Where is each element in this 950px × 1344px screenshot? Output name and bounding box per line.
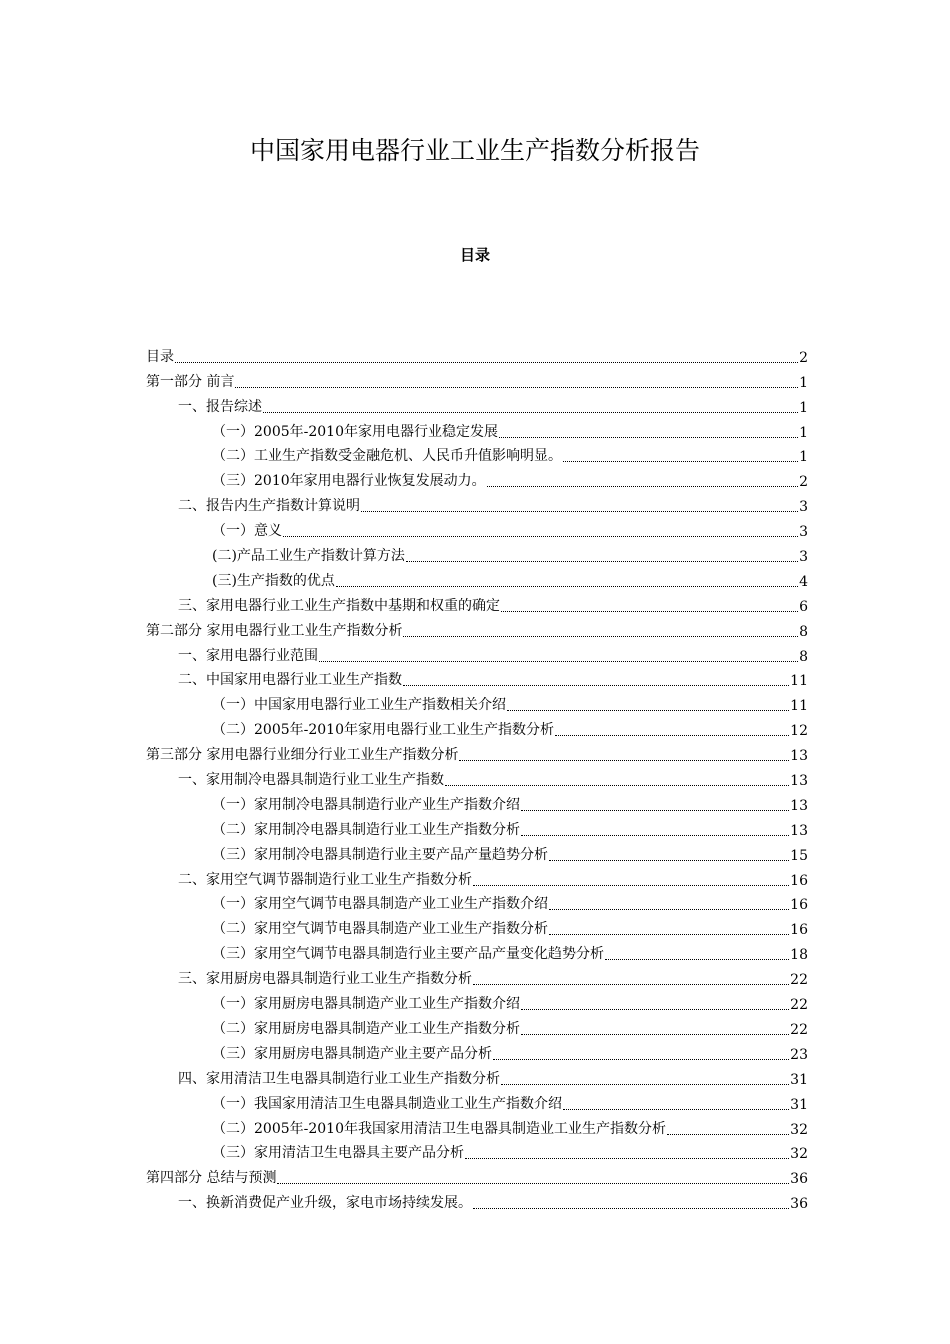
toc-dot-leader [521,835,789,836]
toc-entry[interactable] [146,1041,808,1066]
toc-entry-label: （三）家用空气调节电器具制造行业主要产品产量变化趋势分析 [212,946,604,963]
toc-entry-label: 目录 [146,348,174,365]
toc-entry[interactable] [146,369,808,394]
toc-dot-leader [507,710,789,711]
toc-entry-label: （三）家用制冷电器具制造行业主要产品产量趋势分析 [212,846,548,863]
toc-entry-label: （一）家用制冷电器具制造行业产业生产指数介绍 [212,796,520,813]
toc-entry-page-number: 8 [799,623,808,640]
toc-dot-leader [403,636,798,637]
toc-entry-page-number: 31 [790,1096,808,1113]
toc-dot-leader [361,511,798,512]
toc-entry[interactable] [146,593,808,618]
toc-entry[interactable] [146,941,808,966]
toc-entry-page-number: 16 [790,897,808,914]
toc-entry-page-number: 12 [790,723,808,740]
toc-entry[interactable] [146,468,808,493]
toc-entry-label: （一）我国家用清洁卫生电器具制造业工业生产指数介绍 [212,1095,562,1112]
toc-entry[interactable] [146,991,808,1016]
toc-entry-label: 三、家用电器行业工业生产指数中基期和权重的确定 [178,597,500,614]
toc-entry[interactable] [146,966,808,991]
toc-dot-leader [473,885,789,886]
toc-heading: 目录 [459,246,490,264]
toc-entry-label: 第四部分 总结与预测 [146,1170,277,1187]
toc-entry-page-number: 1 [799,424,808,441]
toc-entry-page-number: 32 [790,1146,808,1163]
toc-entry-page-number: 31 [790,1071,808,1088]
toc-entry[interactable] [146,643,808,668]
toc-entry-label: （一）家用空气调节电器具制造产业工业生产指数介绍 [212,896,548,913]
toc-dot-leader [521,810,789,811]
toc-entry[interactable] [146,1165,808,1190]
toc-entry-label: 一、家用制冷电器具制造行业工业生产指数 [178,772,444,789]
toc-entry[interactable] [146,344,808,369]
toc-dot-leader [283,536,798,537]
toc-dot-leader [549,909,789,910]
toc-entry-label: 四、家用清洁卫生电器具制造行业工业生产指数分析 [178,1070,500,1087]
toc-entry-page-number: 15 [790,847,808,864]
toc-entry[interactable] [146,1066,808,1091]
toc-entry[interactable] [146,618,808,643]
toc-entry[interactable] [146,842,808,867]
toc-dot-leader [501,611,798,612]
toc-entry-label: 第一部分 前言 [146,373,235,390]
toc-entry-label: 二、报告内生产指数计算说明 [178,498,360,515]
toc-entry-page-number: 1 [799,399,808,416]
toc-dot-leader [499,437,798,438]
toc-entry-page-number: 6 [799,598,808,615]
toc-entry-label: （二）2005年-2010年我国家用清洁卫生电器具制造业工业生产指数分析 [212,1120,666,1137]
toc-entry-label: 一、换新消费促产业升级，家电市场持续发展。 [178,1195,472,1212]
toc-dot-leader [487,486,798,487]
toc-entry-label: （三）家用清洁卫生电器具主要产品分析 [212,1145,464,1162]
toc-entry-label: （二）家用空气调节电器具制造产业工业生产指数分析 [212,921,548,938]
toc-entry[interactable] [146,668,808,693]
toc-entry-label: 一、家用电器行业范围 [178,647,318,664]
toc-dot-leader [521,1034,789,1035]
toc-entry-label: （一）中国家用电器行业工业生产指数相关介绍 [212,697,506,714]
toc-dot-leader [403,685,789,686]
toc-entry-label: （一）意义 [212,523,282,540]
toc-entry-label: (三)生产指数的优点 [212,572,335,589]
toc-entry-page-number: 22 [790,1021,808,1038]
toc-entry[interactable] [146,817,808,842]
toc-entry[interactable] [146,1091,808,1116]
toc-entry[interactable] [146,1016,808,1041]
table-of-contents [146,344,808,1215]
toc-entry[interactable] [146,419,808,444]
toc-entry-page-number: 2 [799,349,808,366]
toc-entry[interactable] [146,444,808,469]
toc-dot-leader [406,561,798,562]
toc-entry-page-number: 13 [790,773,808,790]
toc-entry[interactable] [146,493,808,518]
toc-dot-leader [235,387,798,388]
document-title: 中国家用电器行业工业生产指数分析报告 [249,136,700,165]
toc-entry-page-number: 22 [790,997,808,1014]
toc-dot-leader [549,860,789,861]
toc-entry[interactable] [146,717,808,742]
toc-entry[interactable] [146,867,808,892]
toc-entry-page-number: 16 [790,922,808,939]
toc-dot-leader [501,1084,789,1085]
toc-dot-leader [473,984,789,985]
toc-dot-leader [175,362,798,363]
toc-entry-label: （三）2010年家用电器行业恢复发展动力。 [212,473,486,490]
toc-dot-leader [667,1134,789,1135]
toc-dot-leader [459,760,789,761]
toc-entry[interactable] [146,518,808,543]
toc-dot-leader [445,785,789,786]
toc-entry-label: （三）家用厨房电器具制造产业主要产品分析 [212,1045,492,1062]
toc-entry[interactable] [146,1190,808,1215]
toc-entry[interactable] [146,742,808,767]
toc-entry-label: （二）家用厨房电器具制造产业工业生产指数分析 [212,1020,520,1037]
toc-dot-leader [555,735,789,736]
toc-entry[interactable] [146,1116,808,1141]
toc-entry-page-number: 22 [790,972,808,989]
toc-entry-label: 一、报告综述 [178,398,262,415]
toc-dot-leader [319,661,798,662]
toc-dot-leader [563,1109,789,1110]
toc-entry-label: （一）家用厨房电器具制造产业工业生产指数介绍 [212,996,520,1013]
toc-entry-page-number: 11 [790,698,808,715]
toc-entry-page-number: 4 [799,573,808,590]
toc-entry-page-number: 18 [790,947,808,964]
toc-entry-page-number: 32 [790,1121,808,1138]
toc-entry[interactable] [146,543,808,568]
toc-dot-leader [563,461,798,462]
toc-entry-label: （二）工业生产指数受金融危机、人民币升值影响明显。 [212,448,562,465]
toc-entry-label: （一）2005年-2010年家用电器行业稳定发展 [212,423,498,440]
toc-dot-leader [263,412,798,413]
toc-entry-page-number: 1 [799,449,808,466]
toc-entry-page-number: 16 [790,872,808,889]
toc-entry[interactable] [146,792,808,817]
toc-entry-page-number: 2 [799,474,808,491]
toc-dot-leader [473,1208,789,1209]
toc-entry-label: 第二部分 家用电器行业工业生产指数分析 [146,622,403,639]
toc-entry-label: 二、家用空气调节器制造行业工业生产指数分析 [178,871,472,888]
toc-entry[interactable] [146,767,808,792]
toc-dot-leader [277,1183,789,1184]
toc-entry[interactable] [146,692,808,717]
toc-entry-page-number: 1 [799,374,808,391]
toc-entry-page-number: 3 [799,524,808,541]
toc-entry-page-number: 3 [799,549,808,566]
toc-entry-label: 二、中国家用电器行业工业生产指数 [178,672,402,689]
toc-entry-label: 三、家用厨房电器具制造行业工业生产指数分析 [178,971,472,988]
toc-entry-page-number: 36 [790,1196,808,1213]
toc-entry[interactable] [146,1141,808,1166]
toc-entry-page-number: 36 [790,1171,808,1188]
toc-entry-page-number: 8 [799,648,808,665]
toc-dot-leader [336,586,798,587]
toc-entry[interactable] [146,916,808,941]
toc-dot-leader [521,1009,789,1010]
toc-entry-label: 第三部分 家用电器行业细分行业工业生产指数分析 [146,747,459,764]
toc-entry-page-number: 11 [790,673,808,690]
toc-dot-leader [549,934,789,935]
toc-entry-label: （二）2005年-2010年家用电器行业工业生产指数分析 [212,722,554,739]
toc-entry-page-number: 13 [790,797,808,814]
toc-entry[interactable] [146,892,808,917]
toc-entry-label: (二)产品工业生产指数计算方法 [212,548,405,565]
toc-entry[interactable] [146,394,808,419]
toc-dot-leader [605,959,789,960]
toc-entry-page-number: 3 [799,499,808,516]
toc-entry-page-number: 13 [790,748,808,765]
toc-entry[interactable] [146,568,808,593]
toc-entry-page-number: 13 [790,822,808,839]
toc-dot-leader [465,1158,789,1159]
toc-entry-label: （二）家用制冷电器具制造行业工业生产指数分析 [212,821,520,838]
toc-entry-page-number: 23 [790,1046,808,1063]
toc-dot-leader [493,1059,789,1060]
